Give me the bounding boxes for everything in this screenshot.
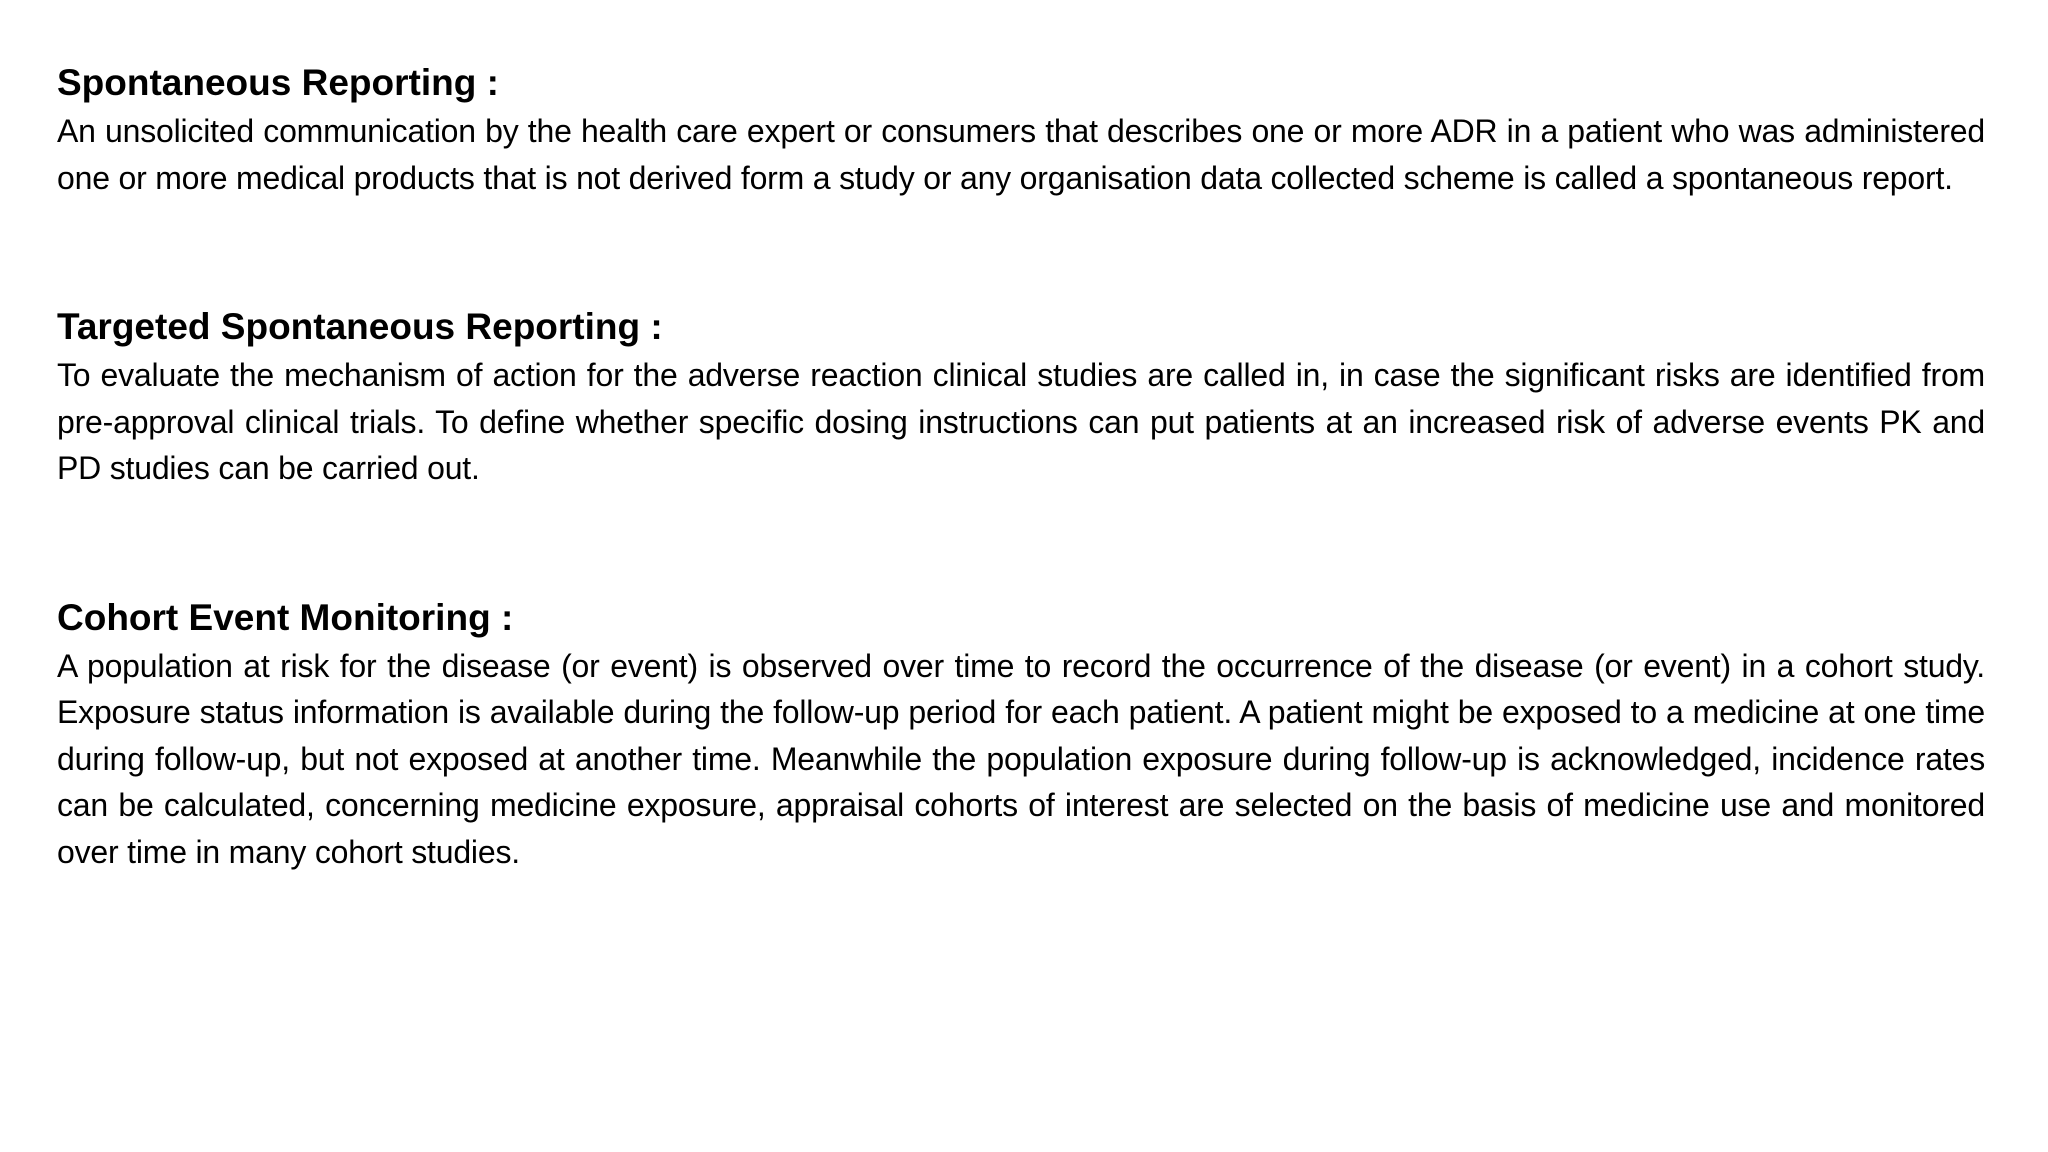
section-heading: Spontaneous Reporting : — [57, 62, 499, 103]
section-heading: Targeted Spontaneous Reporting : — [57, 306, 663, 347]
section-targeted-spontaneous-reporting — [57, 302, 1985, 492]
section-body: A population at risk for the disease (or event) is observed over time to record the occurrence of the disease (or event) in a cohort study. Exposure status information is available during the follow-up period for each patient. A patient might be exposed to a medicine at one time during follow-up, but not exposed at another time. Meanwhile the population exposure during follow-up is acknowledged, incidence rates can be calculated, concerning medicine exposure, appraisal cohorts of interest are selected on the basis of medicine use and monitored over time in many cohort studies. — [57, 647, 1985, 870]
section-cohort-event-monitoring — [57, 593, 1985, 876]
section-body: An unsolicited communication by the health care expert or consumers that describes one or more ADR in a patient who was administered one or more medical products that is not derived form a study or any organisation data collected scheme is called a spontaneous report. — [57, 113, 1985, 196]
section-spontaneous-reporting — [57, 58, 1985, 201]
section-body: To evaluate the mechanism of action for the adverse reaction clinical studies are called in, in case the significant risks are identified from pre-approval clinical trials. To define whether specific dosing instructions can put patients at an increased risk of adverse events PK and PD studies can be carried out. — [57, 357, 1985, 486]
section-heading: Cohort Event Monitoring : — [57, 596, 514, 638]
slide-content — [57, 58, 1985, 875]
